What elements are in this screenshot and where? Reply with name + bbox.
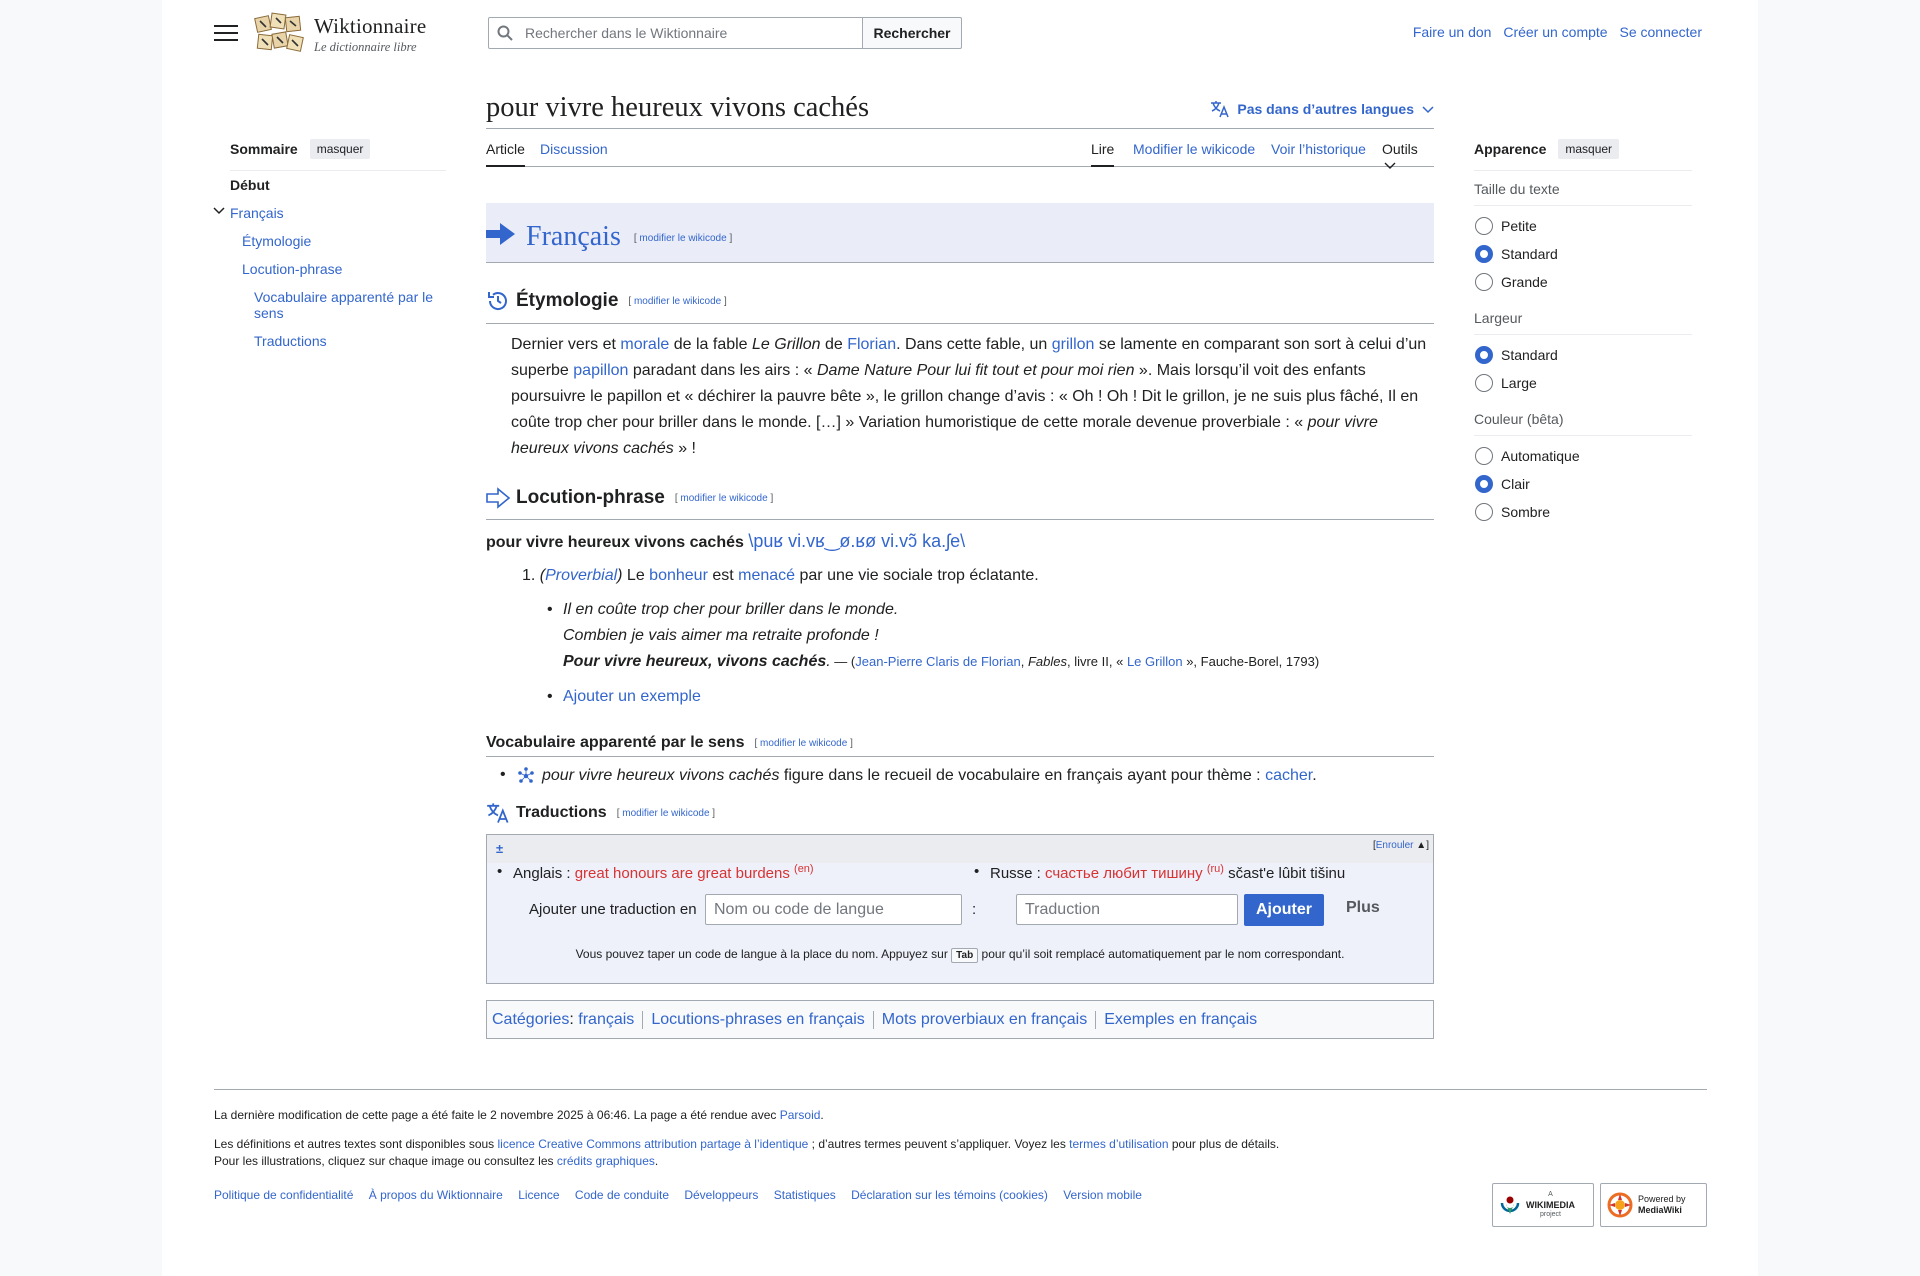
- radio-circle-selected: [1475, 346, 1493, 364]
- text: de: [820, 336, 848, 353]
- translation-link-en[interactable]: great honours are great burdens: [574, 865, 790, 882]
- radio-width-standard[interactable]: [1474, 341, 1692, 369]
- category-link[interactable]: Locutions-phrases en français: [651, 1010, 865, 1028]
- translate-icon: [1210, 100, 1230, 118]
- edit-link[interactable]: modifier le wikicode: [760, 737, 848, 749]
- radio-label: Automatique: [1501, 448, 1580, 464]
- translation-input[interactable]: [1016, 894, 1238, 925]
- pronunciation-link[interactable]: \puʁ vi.vʁ‿ø.ʁø vi.vɔ̃ ka.ʃe\: [748, 531, 966, 551]
- more-button[interactable]: Plus: [1346, 899, 1380, 916]
- text: [: [1372, 840, 1376, 851]
- text: pour qu’il soit remplacé automatiquement par le nom correspondant.: [978, 947, 1345, 961]
- edit-open: [: [616, 807, 623, 819]
- edit-close: ]: [847, 737, 853, 749]
- edit-section-link: [754, 738, 852, 749]
- toc-item-etymologie[interactable]: Étymologie: [242, 233, 312, 249]
- radio-label: Clair: [1501, 476, 1530, 492]
- edit-section-link: [617, 808, 715, 819]
- example-line-1: Il en coûte trop cher pour briller dans le monde.: [563, 601, 899, 618]
- footer-link-about[interactable]: À propos du Wiktionnaire: [368, 1188, 503, 1202]
- etymology-title: Étymologie: [516, 290, 619, 311]
- footer-link-license[interactable]: Licence: [518, 1188, 560, 1202]
- width-label: Largeur: [1474, 310, 1692, 335]
- text: , livre II, «: [1066, 654, 1127, 669]
- text: Dernier vers et: [511, 336, 621, 353]
- text: .: [820, 1108, 824, 1122]
- footer-link-stats[interactable]: Statistiques: [773, 1188, 836, 1202]
- lang-code-ru[interactable]: (ru): [1206, 863, 1224, 875]
- edit-section-link: [634, 233, 732, 244]
- text: La dernière modification de cette page a été faite le 2 novembre 2025 à 06:46. La page a été rendue avec: [214, 1108, 780, 1122]
- mediawiki-badge[interactable]: [1600, 1183, 1707, 1227]
- page-tabs: [486, 141, 1434, 167]
- footer-links: [214, 1188, 1154, 1202]
- translation-link-ru[interactable]: счастье любит тишину: [1045, 865, 1203, 882]
- page: [162, 0, 1758, 1276]
- vocab-heading: [486, 734, 853, 752]
- chevron-down-icon: [1384, 161, 1396, 170]
- radio-circle: [1475, 447, 1493, 465]
- link-grillon[interactable]: grillon: [1051, 336, 1095, 353]
- text: :: [569, 1010, 574, 1028]
- arrow-outline-icon: [486, 487, 510, 509]
- example-source: [831, 654, 1319, 669]
- link-bonheur[interactable]: bonheur: [649, 567, 708, 584]
- radio-color-light[interactable]: [1474, 470, 1692, 498]
- toc-item-francais[interactable]: Français: [230, 205, 284, 221]
- edit-close: ]: [721, 295, 727, 307]
- wiktionary-logo-icon[interactable]: [254, 11, 304, 57]
- category-link[interactable]: Exemples en français: [1104, 1010, 1258, 1028]
- categories-box: [486, 1000, 1434, 1039]
- radio-circle-selected: [1475, 245, 1493, 263]
- categories-link[interactable]: Catégories: [492, 1010, 570, 1028]
- language-section-header: [486, 203, 1434, 263]
- personal-links: [1405, 24, 1702, 40]
- last-modified: [214, 1108, 824, 1122]
- radio-circle: [1475, 374, 1493, 392]
- footer-link-cookies[interactable]: Déclaration sur les témoins (cookies): [851, 1188, 1048, 1202]
- wordmark[interactable]: [314, 14, 426, 55]
- text: paradant dans les airs : «: [628, 362, 817, 379]
- edit-open: [: [628, 295, 634, 307]
- footer-link-mobile[interactable]: Version mobile: [1063, 1188, 1142, 1202]
- text: ): [617, 567, 623, 584]
- radio-label: Standard: [1501, 246, 1558, 262]
- tab-tools[interactable]: [1382, 141, 1434, 173]
- separator: [873, 1011, 874, 1029]
- text: ; d’autres termes peuvent s’appliquer. Voyez les: [808, 1137, 1070, 1151]
- tab-article[interactable]: Article: [486, 141, 525, 167]
- text: (: [539, 567, 546, 584]
- link-author[interactable]: Jean-Pierre Claris de Florian: [855, 654, 1021, 669]
- license-text: [214, 1137, 1279, 1151]
- radio-circle: [1475, 503, 1493, 521]
- toc-title: Sommaire: [230, 140, 298, 157]
- add-translation-label: Ajouter une traduction en: [529, 901, 697, 918]
- thesaurus-icon: [516, 766, 536, 786]
- wikimedia-logo-icon: [1499, 1194, 1521, 1216]
- add-example-link[interactable]: Ajouter un exemple: [563, 688, 701, 705]
- headword: pour vivre heureux vivons cachés: [486, 534, 744, 551]
- tab-key: Tab: [951, 948, 978, 963]
- language-name: Français: [526, 221, 621, 252]
- toc-item-traductions[interactable]: Traductions: [254, 333, 327, 349]
- donate-link[interactable]: Faire un don: [1412, 24, 1492, 40]
- illustrations-text: [214, 1154, 658, 1168]
- toc-collapse-chevron-icon[interactable]: [213, 206, 225, 216]
- mw-name: MediaWiki: [1638, 1205, 1682, 1215]
- wm-small: A: [1548, 1191, 1553, 1198]
- link-proverbial[interactable]: Proverbial: [545, 567, 618, 584]
- radio-label: Large: [1501, 375, 1537, 391]
- text: .: [654, 1154, 659, 1168]
- lang-name: Anglais :: [513, 865, 575, 882]
- translations-toolbar: [487, 835, 1433, 863]
- arrow-right-icon: [486, 221, 516, 247]
- italic-text: pour vivre heureux vivons cachés: [511, 414, 1378, 457]
- radio-label: Petite: [1501, 218, 1537, 234]
- main-menu-icon[interactable]: [214, 22, 238, 42]
- appearance-hide-button[interactable]: masquer: [1558, 139, 1619, 159]
- text: est: [707, 567, 739, 584]
- edit-link[interactable]: modifier le wikicode: [680, 492, 768, 504]
- etymology-paragraph: [511, 332, 1434, 462]
- text: par une vie sociale trop éclatante.: [795, 567, 1039, 584]
- vocab-title: Vocabulaire apparenté par le sens: [486, 734, 745, 751]
- tab-read[interactable]: Lire: [1091, 141, 1114, 167]
- text: .: [1312, 767, 1317, 784]
- radio-label: Grande: [1501, 274, 1548, 290]
- locution-title: Locution-phrase: [516, 487, 665, 508]
- edit-link[interactable]: modifier le wikicode: [639, 233, 727, 245]
- toc-hide-button[interactable]: masquer: [310, 139, 371, 159]
- separator: [642, 1011, 643, 1029]
- definition-item: [522, 567, 1039, 585]
- text: », Fauche-Borel, 1793): [1182, 654, 1320, 669]
- italic-text: Le Grillon: [752, 336, 821, 353]
- page-title: pour vivre heureux vivons cachés: [486, 92, 870, 123]
- italic-text: pour vivre heureux vivons cachés: [542, 767, 780, 784]
- lang-code-en[interactable]: (en): [794, 863, 814, 875]
- text: Vous pouvez taper un code de langue à la place du nom. Appuyez sur: [575, 947, 952, 961]
- language-button-label: Pas dans d’autres langues: [1237, 101, 1414, 117]
- translation-hint: [487, 947, 1433, 963]
- toc-item-debut[interactable]: Début: [230, 177, 270, 193]
- footer-divider: [214, 1089, 1707, 1090]
- license-link[interactable]: licence Creative Commons attribution partage à l’identique: [497, 1137, 809, 1151]
- edit-open: [: [754, 737, 761, 749]
- text-size-label: Taille du texte: [1474, 181, 1692, 206]
- translate-icon: [486, 802, 510, 824]
- wm-project: project: [1539, 1211, 1561, 1218]
- separator: [1095, 1011, 1096, 1029]
- wordmark-title: Wiktionnaire: [314, 14, 427, 38]
- section-divider: [486, 756, 1434, 757]
- translations-title: Traductions: [516, 804, 607, 821]
- locution-heading: [486, 487, 773, 509]
- search-button[interactable]: Rechercher: [862, 17, 962, 49]
- history-clock-icon: [486, 289, 510, 313]
- link-cacher[interactable]: cacher: [1265, 767, 1313, 784]
- footer-link-privacy[interactable]: Politique de confidentialité: [214, 1188, 354, 1202]
- text: Le: [622, 567, 650, 584]
- chevron-down-icon: [1422, 104, 1434, 114]
- transliteration: sčast'e lûbit tišinu: [1223, 865, 1346, 882]
- lang-name: Russe :: [990, 865, 1046, 882]
- language-heading: [526, 221, 732, 253]
- vocab-item: [516, 766, 1317, 786]
- login-link[interactable]: Se connecter: [1619, 24, 1702, 40]
- example-line-3: Pour vivre heureux, vivons cachés: [563, 653, 827, 670]
- text: ». Mais lorsqu’il voit des enfants poursuivre le papillon et « déchirer la pauvre bête », le grillon change d’avis : « Oh ! Oh ! Dit le grillon, je ne suis plus fâché, Il en coûte trop cher pour briller dans le monde. […] » Variation humoristique de cette morale devenue proverbiale : «: [511, 362, 1419, 431]
- radio-circle: [1475, 217, 1493, 235]
- example-line-2: Combien je vais aimer ma retraite profonde !: [563, 627, 879, 644]
- link-papillon[interactable]: papillon: [573, 362, 629, 379]
- credits-link[interactable]: crédits graphiques: [556, 1154, 655, 1168]
- tab-tools-label: Outils: [1382, 141, 1418, 157]
- radio-circle: [1475, 273, 1493, 291]
- color-label: Couleur (bêta): [1474, 411, 1692, 436]
- link-fable[interactable]: Le Grillon: [1126, 654, 1183, 669]
- text: se lamente en comparant son sort à celui d’un superbe: [511, 336, 1427, 379]
- tab-history[interactable]: Voir l’historique: [1271, 141, 1366, 157]
- edit-section-link: [675, 493, 773, 504]
- text: .: [826, 653, 831, 670]
- radio-width-large[interactable]: [1474, 369, 1692, 397]
- table-of-contents: [230, 137, 446, 349]
- definition-number: 1.: [522, 567, 536, 584]
- section-divider: [486, 519, 1434, 520]
- text: Fables: [1027, 654, 1067, 669]
- language-button[interactable]: [1210, 100, 1434, 118]
- toc-item-locution-phrase[interactable]: Locution-phrase: [242, 261, 343, 277]
- text: Pour les illustrations, cliquez sur chaque image ou consultez les: [214, 1154, 557, 1168]
- radio-color-dark[interactable]: [1474, 498, 1692, 526]
- edit-close: ]: [726, 233, 733, 245]
- text: de la fable: [669, 336, 753, 353]
- toggle-all-button[interactable]: ±: [496, 841, 504, 856]
- collapse-link[interactable]: Enrouler: [1375, 840, 1414, 851]
- colon: :: [972, 901, 977, 918]
- etymology-heading: [486, 289, 727, 313]
- radio-size-large[interactable]: [1474, 268, 1692, 296]
- edit-close: ]: [767, 492, 774, 504]
- edit-link[interactable]: modifier le wikicode: [622, 807, 710, 819]
- wordmark-tagline: Le dictionnaire libre: [314, 40, 417, 54]
- text: » !: [673, 440, 696, 457]
- edit-section-link: [628, 296, 726, 307]
- add-translation-button[interactable]: Ajouter: [1244, 894, 1324, 926]
- search-input[interactable]: [523, 22, 823, 44]
- footer-link-developers[interactable]: Développeurs: [684, 1188, 759, 1202]
- title-divider: [486, 128, 1434, 129]
- toc-item-vocabulaire[interactable]: Vocabulaire apparenté par le: [254, 289, 434, 305]
- collapse-control: [1373, 840, 1429, 851]
- tab-discussion[interactable]: Discussion: [540, 141, 608, 157]
- headword-line: [486, 531, 965, 552]
- search-icon: [497, 25, 513, 41]
- edit-open: [: [633, 233, 640, 245]
- link-menace[interactable]: menacé: [738, 567, 796, 584]
- radio-size-small[interactable]: [1474, 212, 1692, 240]
- category-link[interactable]: Mots proverbiaux en français: [881, 1010, 1088, 1028]
- mw-powered: Powered by: [1638, 1194, 1686, 1204]
- add-example-item: [563, 688, 701, 706]
- text: pour plus de détails.: [1168, 1137, 1280, 1151]
- link-florian[interactable]: Florian: [847, 336, 897, 353]
- wm-big: WIKIMEDIA: [1526, 1200, 1575, 1210]
- radio-size-standard[interactable]: [1474, 240, 1692, 268]
- radio-circle-selected: [1475, 475, 1493, 493]
- parsoid-link[interactable]: Parsoid: [779, 1108, 821, 1122]
- text: . Dans cette fable, un: [896, 336, 1052, 353]
- radio-label: Sombre: [1501, 504, 1551, 520]
- radio-label: Standard: [1501, 347, 1558, 363]
- section-divider: [486, 323, 1434, 324]
- translation-en: [513, 863, 814, 882]
- create-account-link[interactable]: Créer un compte: [1503, 24, 1608, 40]
- language-input[interactable]: [705, 894, 962, 925]
- edit-link[interactable]: modifier le wikicode: [633, 295, 722, 307]
- radio-color-auto[interactable]: [1474, 442, 1692, 470]
- appearance-title: Apparence: [1474, 140, 1547, 157]
- footer-link-conduct[interactable]: Code de conduite: [574, 1188, 669, 1202]
- example-quote: [563, 597, 1319, 675]
- link-morale[interactable]: morale: [620, 336, 670, 353]
- text: — (: [830, 654, 856, 669]
- edit-open: [: [674, 492, 681, 504]
- text: figure dans le recueil de vocabulaire en français ayant pour thème :: [779, 767, 1266, 784]
- edit-close: ]: [709, 807, 716, 819]
- italic-text: Dame Nature Pour lui fit tout et pour moi rien: [816, 362, 1135, 379]
- toc-item-vocabulaire-2[interactable]: sens: [254, 305, 284, 321]
- translation-ru: [990, 863, 1345, 882]
- text: ▲]: [1413, 840, 1429, 851]
- text: ,: [1020, 654, 1028, 669]
- wikimedia-badge[interactable]: [1492, 1183, 1594, 1227]
- tab-edit-wikicode[interactable]: Modifier le wikicode: [1133, 141, 1256, 157]
- mediawiki-logo-icon: [1607, 1192, 1633, 1218]
- category-link[interactable]: français: [578, 1010, 635, 1028]
- text: Les définitions et autres textes sont disponibles sous: [214, 1137, 498, 1151]
- translations-heading: [486, 802, 715, 824]
- appearance-panel: [1474, 137, 1692, 526]
- terms-link[interactable]: termes d’utilisation: [1069, 1137, 1169, 1151]
